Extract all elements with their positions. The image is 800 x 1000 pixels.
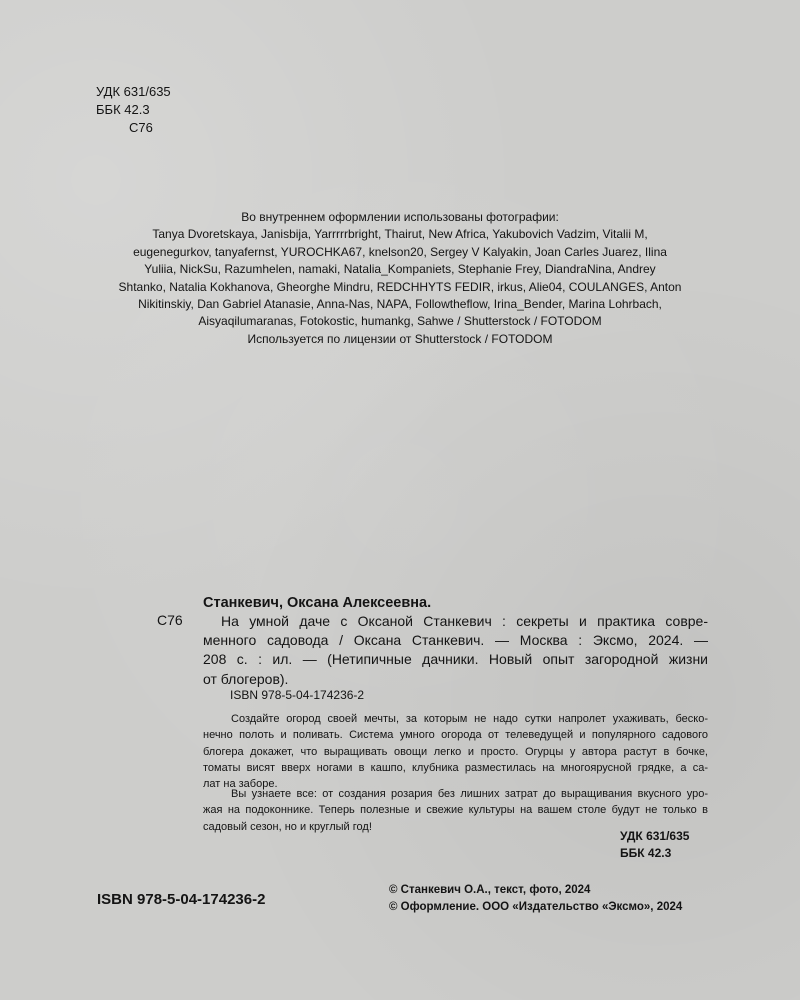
credits-line: eugenegurkov, tanyafernst, YUROCHKA67, knelson20, Sergey V Kalyakin, Joan Carles Juarez, Ilina [133,244,667,259]
annotation-line: садовый сезон, но и круглый год! [203,820,372,833]
classification-block-bottom [620,828,689,862]
copyright-block [389,882,682,916]
credits-line: Yuliia, NickSu, Razumhelen, namaki, Natalia_Kompaniets, Stephanie Frey, DiandraNina, Andrey [144,262,656,277]
credits-line: Используется по лицензии от Shutterstock / FOTODOM [247,331,553,346]
annotation-line: жая на подоконнике. Теперь полезные и свежие культуры на вашем столе будут не только в [203,804,708,817]
annotation-line: томаты висят вверх ногами в кашпо, клубника разместилась на многоярусной грядке, а са- [203,761,708,774]
photo-credits [60,209,740,348]
copyright-design: © Оформление. ООО «Издательство «Эксмо», 2024 [389,901,683,913]
copyright-text: © Станкевич О.А., текст, фото, 2024 [389,884,591,896]
credits-line: Aisyaqilumaranas, Fotokostic, humankg, Sahwe / Shutterstock / FOTODOM [198,314,602,329]
annotation-paragraph-1 [203,711,708,792]
bbk-code: ББК 42.3 [96,102,150,117]
classification-block-top [96,83,171,137]
biblio-line: менного садовода / Оксана Станкевич. — Москва : Эксмо, 2024. — [203,632,708,649]
annotation-line: нечно полоть и поливать. Система умного огорода от телеведущей и популярного садового [203,729,708,742]
annotation-line: лат на заборе. [203,778,278,791]
udk-code: УДК 631/635 [620,829,690,843]
credits-line: Shtanko, Natalia Kokhanova, Gheorghe Mindru, REDCHHYTS FEDIR, irkus, Alie04, COULANGES, Anton [118,279,682,294]
credits-line: Во внутреннем оформлении использованы фотографии: [241,210,559,224]
annotation-line: Вы узнаете все: от создания розария без лишних затрат до выращивания вкусного уро- [231,788,708,800]
credits-line: Nikitinskiy, Dan Gabriel Atanasie, Anna-Nas, NAPA, Followtheflow, Irina_Bender, Marina Lohrbach, [138,297,662,312]
bbk-code: ББК 42.3 [620,846,672,860]
annotation-line: Создайте огород своей мечты, за которым не надо сутки напролет ухаживать, беско- [231,713,708,725]
annotation-line: блогера докажет, что выращивать овощи легко и просто. Огурцы у автора растут в бочке, [203,745,708,758]
catalog-code: С76 [157,612,183,628]
udk-code: УДК 631/635 [96,84,171,99]
bibliographic-description [203,612,708,689]
catalog-author: Станкевич, Оксана Алексеевна. [203,595,432,611]
biblio-line: 208 с. : ил. — (Нетипичные дачники. Новый опыт загородной жизни [203,651,708,668]
biblio-line: от блогеров). [203,670,289,687]
author-mark: С76 [129,120,153,135]
footer-isbn: ISBN 978-5-04-174236-2 [97,891,266,908]
catalog-isbn: ISBN 978-5-04-174236-2 [230,688,365,702]
biblio-line: На умной даче с Оксаной Станкевич : секреты и практика совре- [221,613,708,629]
credits-line: Tanya Dvoretskaya, Janisbija, Yarrrrrbright, Thairut, New Africa, Yakubovich Vadzim, Vitalii M, [152,227,648,242]
